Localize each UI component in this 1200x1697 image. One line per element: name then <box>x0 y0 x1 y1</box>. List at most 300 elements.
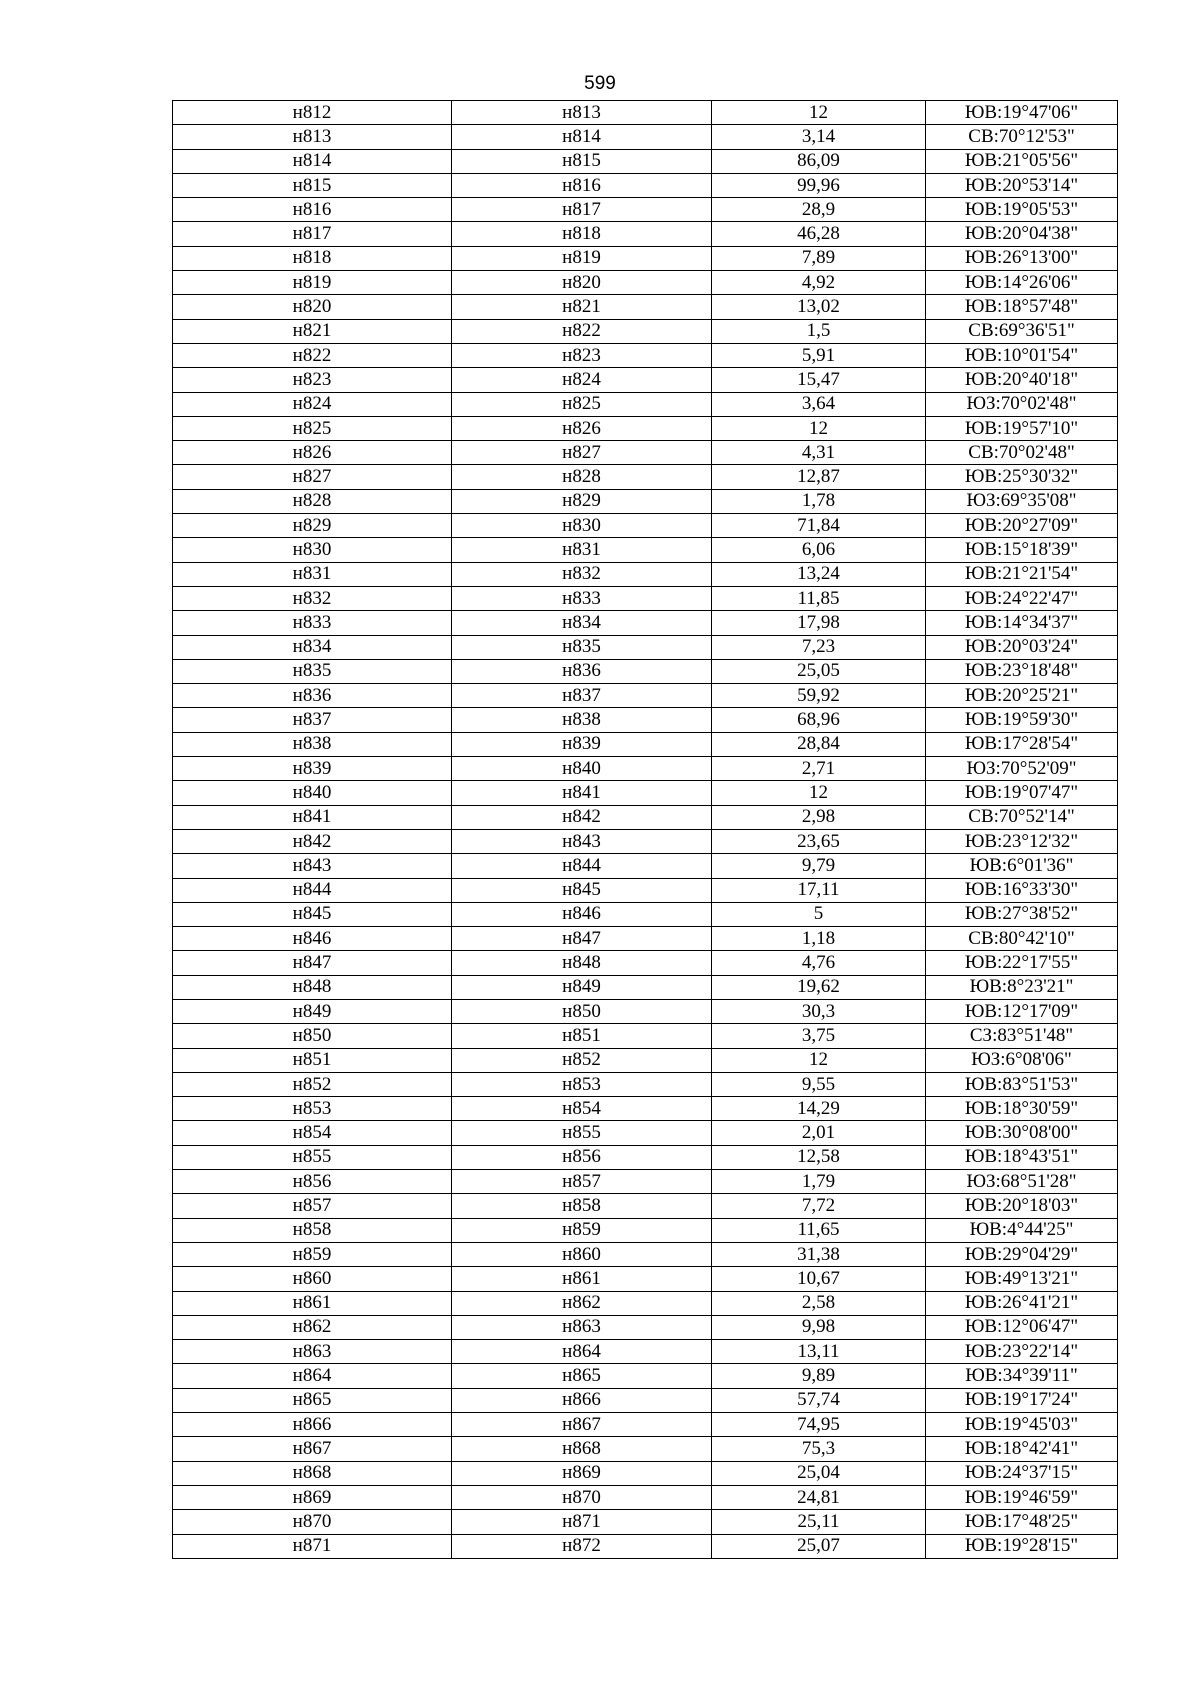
table-row <box>173 538 1118 562</box>
bearing-cell: ЮВ:21°21'54" <box>926 562 1118 586</box>
to-point-cell: н830 <box>452 514 712 538</box>
table-row <box>173 222 1118 246</box>
table-row <box>173 1048 1118 1072</box>
distance-cell: 19,62 <box>712 975 926 999</box>
distance-cell: 13,24 <box>712 562 926 586</box>
distance-cell: 12 <box>712 416 926 440</box>
bearing-cell: ЮВ:20°03'24" <box>926 635 1118 659</box>
bearing-cell: ЮВ:19°28'15" <box>926 1534 1118 1558</box>
from-point-cell: н835 <box>173 659 452 683</box>
to-point-cell: н862 <box>452 1291 712 1315</box>
table-row <box>173 271 1118 295</box>
distance-cell: 2,71 <box>712 757 926 781</box>
table-row <box>173 1194 1118 1218</box>
from-point-cell: н853 <box>173 1097 452 1121</box>
to-point-cell: н865 <box>452 1364 712 1388</box>
from-point-cell: н860 <box>173 1267 452 1291</box>
distance-cell: 9,98 <box>712 1315 926 1339</box>
distance-cell: 12,87 <box>712 465 926 489</box>
table-row <box>173 1340 1118 1364</box>
distance-cell: 59,92 <box>712 684 926 708</box>
distance-cell: 57,74 <box>712 1388 926 1412</box>
table-row <box>173 659 1118 683</box>
to-point-cell: н844 <box>452 854 712 878</box>
bearing-cell: ЮВ:20°04'38" <box>926 222 1118 246</box>
distance-cell: 9,89 <box>712 1364 926 1388</box>
from-point-cell: н834 <box>173 635 452 659</box>
bearing-cell: ЮВ:24°22'47" <box>926 586 1118 610</box>
from-point-cell: н862 <box>173 1315 452 1339</box>
from-point-cell: н868 <box>173 1461 452 1485</box>
from-point-cell: н817 <box>173 222 452 246</box>
table-row <box>173 805 1118 829</box>
bearing-cell: СВ:69°36'51" <box>926 319 1118 343</box>
table-row <box>173 1121 1118 1145</box>
table-row <box>173 562 1118 586</box>
table-row <box>173 1291 1118 1315</box>
from-point-cell: н820 <box>173 295 452 319</box>
to-point-cell: н857 <box>452 1170 712 1194</box>
table-row <box>173 854 1118 878</box>
bearing-cell: ЮВ:20°40'18" <box>926 368 1118 392</box>
table-row <box>173 684 1118 708</box>
bearing-cell: ЮЗ:70°52'09" <box>926 757 1118 781</box>
from-point-cell: н866 <box>173 1413 452 1437</box>
distance-cell: 75,3 <box>712 1437 926 1461</box>
table-row <box>173 416 1118 440</box>
distance-cell: 71,84 <box>712 514 926 538</box>
bearing-cell: ЮВ:49°13'21" <box>926 1267 1118 1291</box>
to-point-cell: н867 <box>452 1413 712 1437</box>
from-point-cell: н852 <box>173 1072 452 1096</box>
table-row <box>173 368 1118 392</box>
from-point-cell: н816 <box>173 198 452 222</box>
bearing-cell: ЮВ:29°04'29" <box>926 1242 1118 1266</box>
bearing-cell: ЮВ:34°39'11" <box>926 1364 1118 1388</box>
table-body <box>173 101 1118 1559</box>
distance-cell: 3,75 <box>712 1024 926 1048</box>
table-row <box>173 708 1118 732</box>
table-row <box>173 1461 1118 1485</box>
distance-cell: 3,14 <box>712 125 926 149</box>
to-point-cell: н827 <box>452 441 712 465</box>
to-point-cell: н848 <box>452 951 712 975</box>
to-point-cell: н834 <box>452 611 712 635</box>
bearing-cell: ЮВ:83°51'53" <box>926 1072 1118 1096</box>
distance-cell: 11,65 <box>712 1218 926 1242</box>
from-point-cell: н848 <box>173 975 452 999</box>
table-row <box>173 1170 1118 1194</box>
distance-cell: 13,11 <box>712 1340 926 1364</box>
distance-cell: 3,64 <box>712 392 926 416</box>
distance-cell: 46,28 <box>712 222 926 246</box>
from-point-cell: н827 <box>173 465 452 489</box>
from-point-cell: н846 <box>173 927 452 951</box>
bearing-cell: ЮВ:16°33'30" <box>926 878 1118 902</box>
from-point-cell: н829 <box>173 514 452 538</box>
from-point-cell: н871 <box>173 1534 452 1558</box>
table-row <box>173 757 1118 781</box>
from-point-cell: н845 <box>173 902 452 926</box>
distance-cell: 2,58 <box>712 1291 926 1315</box>
bearing-cell: ЮЗ:69°35'08" <box>926 489 1118 513</box>
bearing-cell: СВ:70°12'53" <box>926 125 1118 149</box>
bearing-cell: СВ:70°52'14" <box>926 805 1118 829</box>
bearing-cell: ЮВ:20°27'09" <box>926 514 1118 538</box>
table-row <box>173 1218 1118 1242</box>
to-point-cell: н842 <box>452 805 712 829</box>
distance-cell: 28,9 <box>712 198 926 222</box>
bearing-cell: СЗ:83°51'48" <box>926 1024 1118 1048</box>
table-row <box>173 441 1118 465</box>
from-point-cell: н865 <box>173 1388 452 1412</box>
table-row <box>173 611 1118 635</box>
from-point-cell: н821 <box>173 319 452 343</box>
to-point-cell: н824 <box>452 368 712 392</box>
bearing-cell: ЮВ:18°43'51" <box>926 1145 1118 1169</box>
to-point-cell: н871 <box>452 1510 712 1534</box>
table-row <box>173 927 1118 951</box>
bearing-cell: ЮВ:19°57'10" <box>926 416 1118 440</box>
distance-cell: 25,04 <box>712 1461 926 1485</box>
bearing-cell: ЮВ:20°18'03" <box>926 1194 1118 1218</box>
to-point-cell: н861 <box>452 1267 712 1291</box>
bearing-cell: ЮВ:20°53'14" <box>926 173 1118 197</box>
table-row <box>173 1267 1118 1291</box>
table-row <box>173 1242 1118 1266</box>
to-point-cell: н856 <box>452 1145 712 1169</box>
from-point-cell: н842 <box>173 829 452 853</box>
bearing-cell: ЮВ:30°08'00" <box>926 1121 1118 1145</box>
bearing-cell: ЮВ:17°48'25" <box>926 1510 1118 1534</box>
distance-cell: 4,92 <box>712 271 926 295</box>
from-point-cell: н812 <box>173 101 452 125</box>
from-point-cell: н857 <box>173 1194 452 1218</box>
to-point-cell: н843 <box>452 829 712 853</box>
to-point-cell: н814 <box>452 125 712 149</box>
table-row <box>173 951 1118 975</box>
distance-cell: 12 <box>712 101 926 125</box>
from-point-cell: н859 <box>173 1242 452 1266</box>
from-point-cell: н858 <box>173 1218 452 1242</box>
table-row <box>173 586 1118 610</box>
distance-cell: 99,96 <box>712 173 926 197</box>
bearing-cell: СВ:80°42'10" <box>926 927 1118 951</box>
to-point-cell: н870 <box>452 1485 712 1509</box>
from-point-cell: н844 <box>173 878 452 902</box>
to-point-cell: н864 <box>452 1340 712 1364</box>
distance-cell: 1,78 <box>712 489 926 513</box>
distance-cell: 1,18 <box>712 927 926 951</box>
from-point-cell: н828 <box>173 489 452 513</box>
distance-cell: 11,85 <box>712 586 926 610</box>
to-point-cell: н849 <box>452 975 712 999</box>
table-row <box>173 1072 1118 1096</box>
bearing-cell: ЮВ:19°17'24" <box>926 1388 1118 1412</box>
to-point-cell: н839 <box>452 732 712 756</box>
from-point-cell: н823 <box>173 368 452 392</box>
distance-cell: 4,31 <box>712 441 926 465</box>
distance-cell: 28,84 <box>712 732 926 756</box>
bearing-cell: ЮВ:21°05'56" <box>926 149 1118 173</box>
bearing-cell: ЮВ:19°07'47" <box>926 781 1118 805</box>
table-row <box>173 1534 1118 1558</box>
bearing-cell: ЮВ:12°06'47" <box>926 1315 1118 1339</box>
to-point-cell: н858 <box>452 1194 712 1218</box>
bearing-cell: ЮВ:4°44'25" <box>926 1218 1118 1242</box>
distance-cell: 68,96 <box>712 708 926 732</box>
bearing-cell: ЮВ:18°42'41" <box>926 1437 1118 1461</box>
distance-cell: 1,79 <box>712 1170 926 1194</box>
to-point-cell: н815 <box>452 149 712 173</box>
distance-cell: 10,67 <box>712 1267 926 1291</box>
from-point-cell: н855 <box>173 1145 452 1169</box>
table-row <box>173 1510 1118 1534</box>
from-point-cell: н850 <box>173 1024 452 1048</box>
table-row <box>173 999 1118 1023</box>
table-row <box>173 125 1118 149</box>
table-row <box>173 514 1118 538</box>
table-row <box>173 1388 1118 1412</box>
bearing-cell: ЮВ:19°46'59" <box>926 1485 1118 1509</box>
to-point-cell: н851 <box>452 1024 712 1048</box>
bearing-cell: ЮВ:6°01'36" <box>926 854 1118 878</box>
distance-cell: 1,5 <box>712 319 926 343</box>
table-row <box>173 1145 1118 1169</box>
from-point-cell: н832 <box>173 586 452 610</box>
distance-cell: 25,07 <box>712 1534 926 1558</box>
table-row <box>173 392 1118 416</box>
distance-cell: 5 <box>712 902 926 926</box>
from-point-cell: н815 <box>173 173 452 197</box>
from-point-cell: н836 <box>173 684 452 708</box>
to-point-cell: н813 <box>452 101 712 125</box>
from-point-cell: н814 <box>173 149 452 173</box>
table-row <box>173 1315 1118 1339</box>
to-point-cell: н818 <box>452 222 712 246</box>
distance-cell: 9,55 <box>712 1072 926 1096</box>
distance-cell: 12 <box>712 781 926 805</box>
from-point-cell: н824 <box>173 392 452 416</box>
from-point-cell: н830 <box>173 538 452 562</box>
distance-cell: 5,91 <box>712 343 926 367</box>
to-point-cell: н831 <box>452 538 712 562</box>
distance-cell: 9,79 <box>712 854 926 878</box>
to-point-cell: н860 <box>452 1242 712 1266</box>
to-point-cell: н829 <box>452 489 712 513</box>
from-point-cell: н847 <box>173 951 452 975</box>
bearing-cell: ЮВ:19°45'03" <box>926 1413 1118 1437</box>
table-row <box>173 343 1118 367</box>
from-point-cell: н825 <box>173 416 452 440</box>
bearing-cell: ЮВ:17°28'54" <box>926 732 1118 756</box>
table-row <box>173 1485 1118 1509</box>
distance-cell: 17,11 <box>712 878 926 902</box>
from-point-cell: н818 <box>173 246 452 270</box>
table-row <box>173 101 1118 125</box>
from-point-cell: н863 <box>173 1340 452 1364</box>
from-point-cell: н839 <box>173 757 452 781</box>
to-point-cell: н826 <box>452 416 712 440</box>
to-point-cell: н819 <box>452 246 712 270</box>
distance-cell: 86,09 <box>712 149 926 173</box>
table-row <box>173 975 1118 999</box>
to-point-cell: н850 <box>452 999 712 1023</box>
from-point-cell: н841 <box>173 805 452 829</box>
to-point-cell: н833 <box>452 586 712 610</box>
bearing-cell: ЮЗ:6°08'06" <box>926 1048 1118 1072</box>
to-point-cell: н835 <box>452 635 712 659</box>
bearing-cell: ЮЗ:68°51'28" <box>926 1170 1118 1194</box>
table-row <box>173 635 1118 659</box>
bearing-cell: СВ:70°02'48" <box>926 441 1118 465</box>
from-point-cell: н864 <box>173 1364 452 1388</box>
distance-cell: 12,58 <box>712 1145 926 1169</box>
bearing-cell: ЮВ:20°25'21" <box>926 684 1118 708</box>
table-row <box>173 319 1118 343</box>
bearing-cell: ЮВ:12°17'09" <box>926 999 1118 1023</box>
to-point-cell: н868 <box>452 1437 712 1461</box>
distance-cell: 7,72 <box>712 1194 926 1218</box>
distance-cell: 74,95 <box>712 1413 926 1437</box>
to-point-cell: н847 <box>452 927 712 951</box>
to-point-cell: н821 <box>452 295 712 319</box>
bearing-cell: ЮВ:23°12'32" <box>926 829 1118 853</box>
to-point-cell: н816 <box>452 173 712 197</box>
to-point-cell: н828 <box>452 465 712 489</box>
from-point-cell: н856 <box>173 1170 452 1194</box>
to-point-cell: н823 <box>452 343 712 367</box>
to-point-cell: н832 <box>452 562 712 586</box>
bearing-cell: ЮЗ:70°02'48" <box>926 392 1118 416</box>
to-point-cell: н838 <box>452 708 712 732</box>
to-point-cell: н859 <box>452 1218 712 1242</box>
to-point-cell: н836 <box>452 659 712 683</box>
to-point-cell: н820 <box>452 271 712 295</box>
to-point-cell: н853 <box>452 1072 712 1096</box>
distance-cell: 2,01 <box>712 1121 926 1145</box>
table-row <box>173 246 1118 270</box>
bearing-cell: ЮВ:26°41'21" <box>926 1291 1118 1315</box>
from-point-cell: н822 <box>173 343 452 367</box>
table-row <box>173 1097 1118 1121</box>
distance-cell: 12 <box>712 1048 926 1072</box>
table-row <box>173 198 1118 222</box>
from-point-cell: н831 <box>173 562 452 586</box>
from-point-cell: н837 <box>173 708 452 732</box>
table-row <box>173 732 1118 756</box>
from-point-cell: н854 <box>173 1121 452 1145</box>
distance-cell: 7,23 <box>712 635 926 659</box>
bearing-cell: ЮВ:22°17'55" <box>926 951 1118 975</box>
from-point-cell: н849 <box>173 999 452 1023</box>
to-point-cell: н822 <box>452 319 712 343</box>
to-point-cell: н845 <box>452 878 712 902</box>
from-point-cell: н843 <box>173 854 452 878</box>
to-point-cell: н866 <box>452 1388 712 1412</box>
from-point-cell: н851 <box>173 1048 452 1072</box>
distance-cell: 23,65 <box>712 829 926 853</box>
bearing-cell: ЮВ:19°59'30" <box>926 708 1118 732</box>
to-point-cell: н837 <box>452 684 712 708</box>
bearing-cell: ЮВ:19°05'53" <box>926 198 1118 222</box>
distance-cell: 7,89 <box>712 246 926 270</box>
distance-cell: 6,06 <box>712 538 926 562</box>
from-point-cell: н838 <box>173 732 452 756</box>
distance-cell: 2,98 <box>712 805 926 829</box>
page-number: 599 <box>584 73 616 94</box>
distance-cell: 14,29 <box>712 1097 926 1121</box>
bearing-cell: ЮВ:10°01'54" <box>926 343 1118 367</box>
bearing-cell: ЮВ:14°34'37" <box>926 611 1118 635</box>
distance-cell: 25,11 <box>712 1510 926 1534</box>
table-row <box>173 1024 1118 1048</box>
from-point-cell: н840 <box>173 781 452 805</box>
boundary-coordinates-table <box>172 100 1118 1559</box>
to-point-cell: н852 <box>452 1048 712 1072</box>
distance-cell: 30,3 <box>712 999 926 1023</box>
table-row <box>173 489 1118 513</box>
bearing-cell: ЮВ:23°22'14" <box>926 1340 1118 1364</box>
to-point-cell: н863 <box>452 1315 712 1339</box>
distance-cell: 13,02 <box>712 295 926 319</box>
table-row <box>173 295 1118 319</box>
to-point-cell: н855 <box>452 1121 712 1145</box>
table-row <box>173 781 1118 805</box>
table-row <box>173 878 1118 902</box>
distance-cell: 17,98 <box>712 611 926 635</box>
distance-cell: 25,05 <box>712 659 926 683</box>
to-point-cell: н872 <box>452 1534 712 1558</box>
from-point-cell: н819 <box>173 271 452 295</box>
from-point-cell: н869 <box>173 1485 452 1509</box>
to-point-cell: н846 <box>452 902 712 926</box>
bearing-cell: ЮВ:8°23'21" <box>926 975 1118 999</box>
from-point-cell: н813 <box>173 125 452 149</box>
from-point-cell: н833 <box>173 611 452 635</box>
bearing-cell: ЮВ:18°30'59" <box>926 1097 1118 1121</box>
table-row <box>173 1437 1118 1461</box>
bearing-cell: ЮВ:27°38'52" <box>926 902 1118 926</box>
distance-cell: 24,81 <box>712 1485 926 1509</box>
distance-cell: 4,76 <box>712 951 926 975</box>
table-row <box>173 902 1118 926</box>
table-row <box>173 173 1118 197</box>
distance-cell: 15,47 <box>712 368 926 392</box>
to-point-cell: н869 <box>452 1461 712 1485</box>
to-point-cell: н840 <box>452 757 712 781</box>
bearing-cell: ЮВ:24°37'15" <box>926 1461 1118 1485</box>
to-point-cell: н817 <box>452 198 712 222</box>
bearing-cell: ЮВ:26°13'00" <box>926 246 1118 270</box>
to-point-cell: н854 <box>452 1097 712 1121</box>
bearing-cell: ЮВ:25°30'32" <box>926 465 1118 489</box>
bearing-cell: ЮВ:14°26'06" <box>926 271 1118 295</box>
from-point-cell: н861 <box>173 1291 452 1315</box>
bearing-cell: ЮВ:23°18'48" <box>926 659 1118 683</box>
bearing-cell: ЮВ:19°47'06" <box>926 101 1118 125</box>
table-row <box>173 149 1118 173</box>
table-row <box>173 829 1118 853</box>
distance-cell: 31,38 <box>712 1242 926 1266</box>
table-row <box>173 1413 1118 1437</box>
to-point-cell: н825 <box>452 392 712 416</box>
from-point-cell: н870 <box>173 1510 452 1534</box>
bearing-cell: ЮВ:18°57'48" <box>926 295 1118 319</box>
to-point-cell: н841 <box>452 781 712 805</box>
table-row <box>173 1364 1118 1388</box>
table-row <box>173 465 1118 489</box>
